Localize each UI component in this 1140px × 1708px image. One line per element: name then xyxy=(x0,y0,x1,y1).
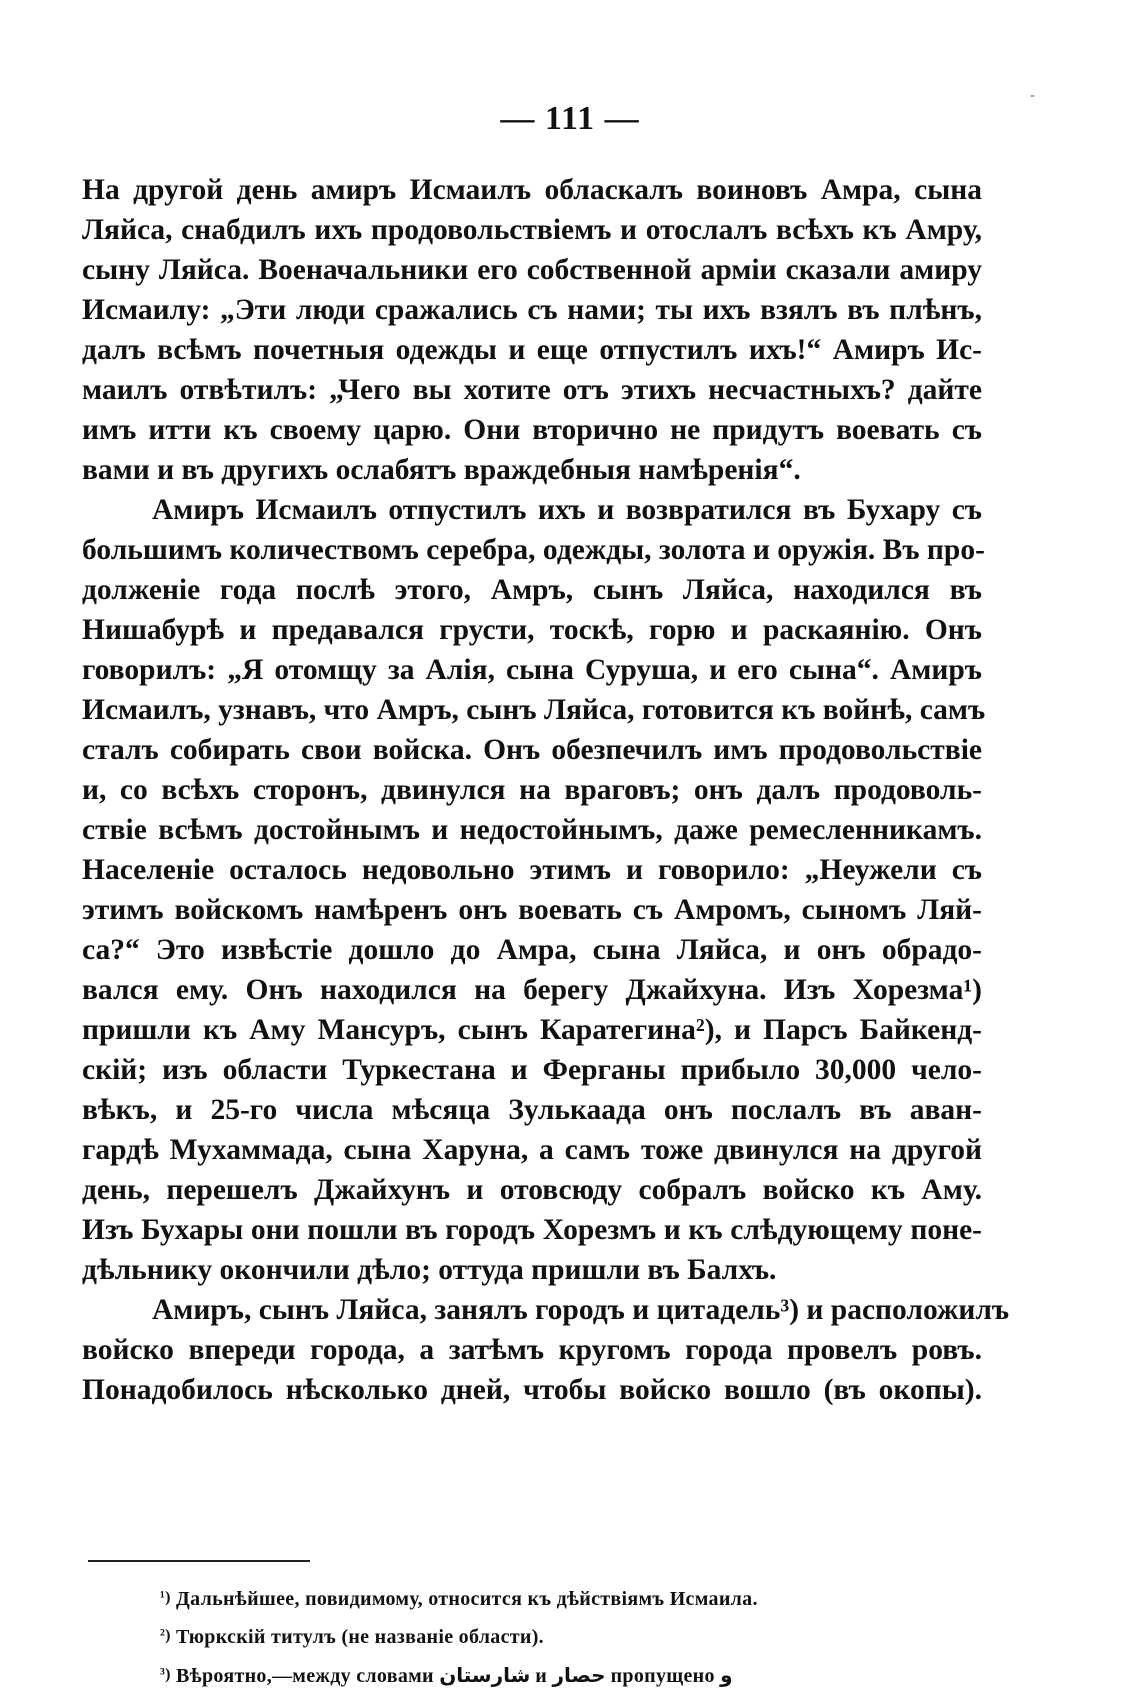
text-line: и, со всѣхъ сторонъ, двинулся на враговъ; онъ далъ продоволь- xyxy=(82,774,982,806)
arabic-word-sharistan: شارستان xyxy=(439,1663,531,1687)
footnote-marker: ³) xyxy=(160,1666,171,1683)
text-line: имъ итти къ своему царю. Они вторично не придутъ воевать съ xyxy=(82,414,982,446)
text-line: На другой день амиръ Исмаилъ обласкалъ воиновъ Амра, сына xyxy=(82,174,982,206)
footnote-3 xyxy=(160,1659,980,1691)
text-line: этимъ войскомъ намѣренъ онъ воевать съ Амромъ, сыномъ Ляй- xyxy=(82,894,982,926)
text-line: далъ всѣмъ почетныя одежды и еще отпустилъ ихъ!“ Амиръ Ис- xyxy=(82,334,982,366)
text-line: Амиръ Исмаилъ отпустилъ ихъ и возвратился въ Бухару съ xyxy=(152,494,982,526)
text-line: Понадобилось нѣсколько дней, чтобы войско вошло (въ окопы). xyxy=(82,1374,982,1406)
text-line: Ляйса, снабдилъ ихъ продовольствіемъ и отослалъ всѣхъ къ Амру, xyxy=(82,214,982,246)
text-line: Населеніе осталось недовольно этимъ и говорило: „Неужели съ xyxy=(82,854,982,886)
text-line: сыну Ляйса. Военачальники его собственной арміи сказали амиру xyxy=(82,254,982,286)
footnote-2 xyxy=(160,1621,980,1653)
footnote-conjunction: и xyxy=(535,1665,548,1687)
footnote-marker: ¹) xyxy=(160,1589,171,1606)
text-line: вами и въ другихъ ослабятъ враждебныя намѣренія“. xyxy=(82,454,801,486)
corner-mark: - xyxy=(1030,88,1035,103)
footnote-1 xyxy=(160,1583,980,1615)
footnote-marker: ²) xyxy=(160,1627,171,1644)
text-line: скій; изъ области Туркестана и Ферганы прибыло 30,000 чело- xyxy=(82,1054,982,1086)
text-line: Амиръ, сынъ Ляйса, занялъ городъ и цитадель³) и расположилъ xyxy=(152,1294,1010,1326)
text-line: Нишабурѣ и предавался грусти, тоскѣ, горю и раскаянію. Онъ xyxy=(82,614,982,646)
text-line: сталъ собирать свои войска. Онъ обезпечилъ имъ продовольствіе xyxy=(82,734,982,766)
footnote-text: Вѣроятно,—между словами xyxy=(176,1665,434,1687)
footnote-text-tail: пропущено xyxy=(610,1665,715,1687)
text-line: Изъ Бухары они пошли въ городъ Хорезмъ и къ слѣдующему поне- xyxy=(82,1214,982,1246)
text-line: маилъ отвѣтилъ: „Чего вы хотите отъ этихъ несчастныхъ? дайте xyxy=(82,374,982,406)
text-line: Исмаилу: „Эти люди сражались съ нами; ты ихъ взялъ въ плѣнъ, xyxy=(82,294,982,326)
text-line: дѣльнику окончили дѣло; оттуда пришли въ Балхъ. xyxy=(82,1254,777,1286)
text-line: день, перешелъ Джайхунъ и отовсюду собралъ войско къ Аму. xyxy=(82,1174,982,1206)
text-line: говорилъ: „Я отомщу за Алія, сына Суруша, и его сына“. Амиръ xyxy=(82,654,982,686)
text-line: вѣкъ, и 25-го числа мѣсяца Зулькаада онъ послалъ въ аван- xyxy=(82,1094,982,1126)
text-line: войско впереди города, а затѣмъ кругомъ города провелъ ровъ. xyxy=(82,1334,982,1366)
text-line: Исмаилъ, узнавъ, что Амръ, сынъ Ляйса, готовится къ войнѣ, самъ xyxy=(82,694,986,726)
footnote-divider xyxy=(88,1560,310,1562)
footnote-text: Тюркскій титулъ (не названіе области). xyxy=(176,1626,544,1648)
text-line: пришли къ Аму Мансуръ, сынъ Каратегина²), и Парсъ Байкенд- xyxy=(82,1014,982,1046)
arabic-word-hisar: حصار xyxy=(552,1663,606,1687)
text-line: са?“ Это извѣстіе дошло до Амра, сына Ляйса, и онъ обрадо- xyxy=(82,934,982,966)
footnote-text: Дальнѣйшее, повидимому, относится къ дѣйствіямъ Исмаила. xyxy=(176,1588,758,1610)
text-line: большимъ количествомъ серебра, одежды, золота и оружія. Въ про- xyxy=(82,534,985,566)
text-line: вался ему. Онъ находился на берегу Джайхуна. Изъ Хорезма¹) xyxy=(82,974,982,1006)
text-line: ствіе всѣмъ достойнымъ и недостойнымъ, даже ремесленникамъ. xyxy=(82,814,982,846)
page-number: — 111 — xyxy=(500,100,640,137)
arabic-word-wa: و xyxy=(720,1663,733,1687)
text-line: долженіе года послѣ этого, Амръ, сынъ Ляйса, находился въ xyxy=(82,574,982,606)
text-line: гардѣ Мухаммада, сына Харуна, а самъ тоже двинулся на другой xyxy=(82,1134,982,1166)
